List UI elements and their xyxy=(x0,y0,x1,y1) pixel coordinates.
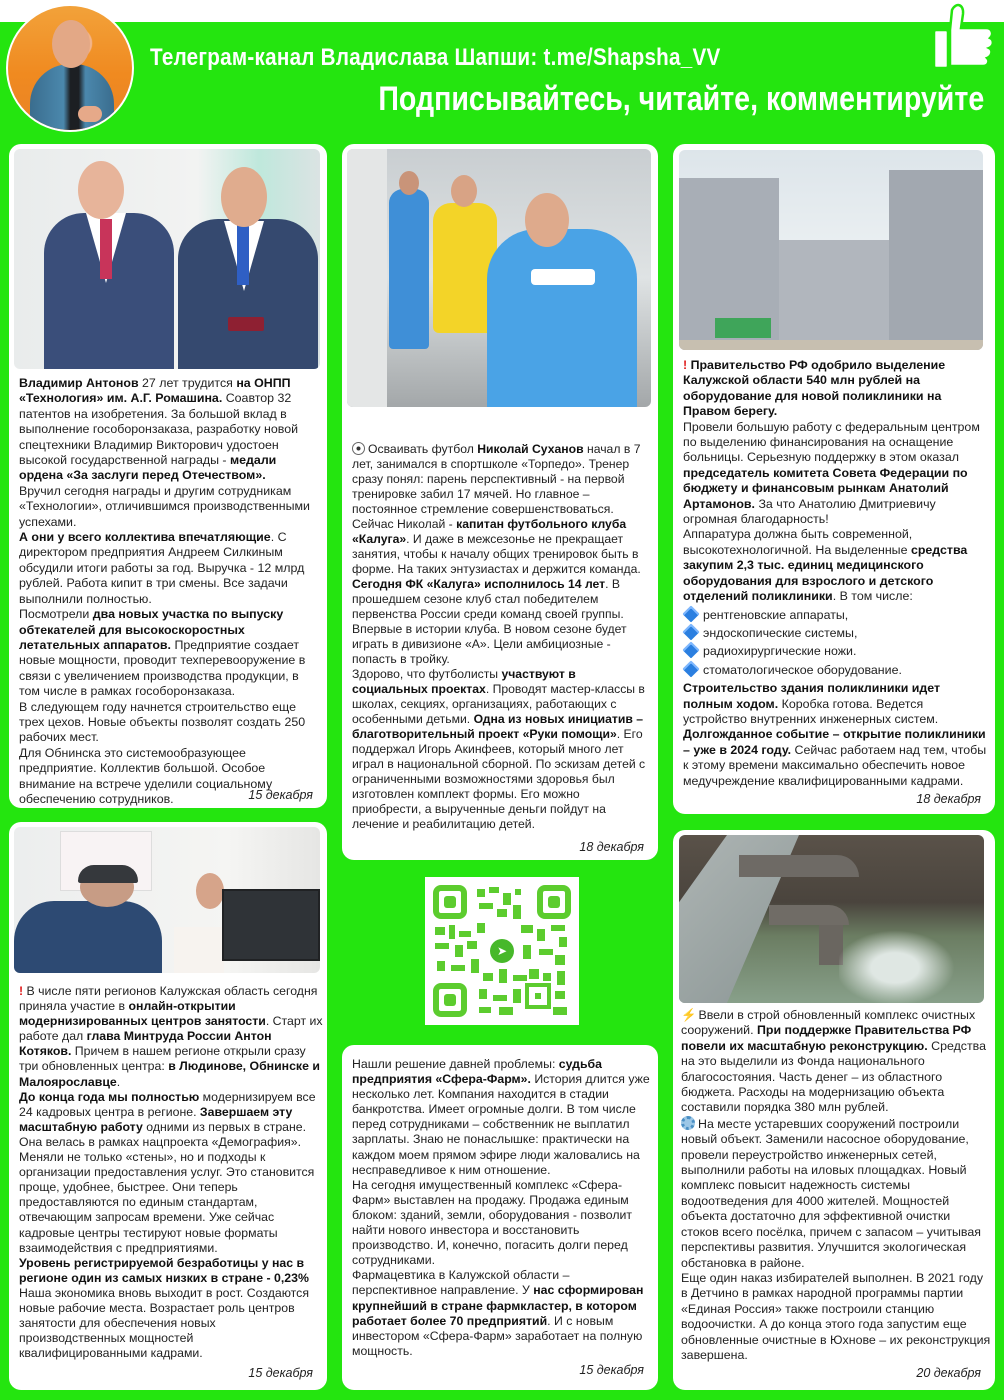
post-date: 18 декабря xyxy=(916,792,981,806)
post-card-technologiya xyxy=(9,144,327,808)
lightning-icon: ⚡ xyxy=(681,1008,697,1022)
avatar-hand xyxy=(78,106,102,122)
post-date: 15 декабря xyxy=(248,1366,313,1380)
post-paragraph: На сегодня имущественный комплекс «Сфера-Фарм» выставлен на продажу. Продажа единым блоком: зданий, земли, оборудования - позволит найти нового инвестора и восстановить производство. И, конечно, погасить долги перед сотрудниками. xyxy=(352,1177,632,1268)
post-paragraph: На месте устаревших сооружений построили новый объект. Заменили насосное оборудование, провели переустройство инженерных сетей, выполнили работы на иловых площадках. Новый комплекс повысит надежность системы водоотведения для 4000 жителей. Мощностей объекта достаточно для эффективной очистки стоков всего посёлка, причем с запасом – учитывая перспективы развития. Улучшится экологическая обстановка в районе. xyxy=(681,1116,981,1270)
football-players-photo xyxy=(347,149,651,407)
post-paragraph: Осваивать футбол Николай Суханов начал в 7 лет, занимался в спортшколе «Торпедо». Тренер сразу понял: парень перспективный - на первой тренировке забил 17 мячей. Но главное – постоянное стремление совершенствоваться. Сейчас Николай - капитан футбольного клуба «Калуга». И даже в межсезонье не прекращает занятия, чтобы к началу общих тренировок быть в форме. На таких энтузиастах и держится команда. xyxy=(352,442,641,576)
post-paragraph: ⚡ Ввели в строй обновленный комплекс очистных сооружений. При поддержке Правительства РФ повели их масштабную реконструкцию. Средства на это выделили из Фонда национального благосостояния. Часть денег – из областного бюджета. Расходы на модернизацию объекта составили порядка 380 млн рублей. xyxy=(681,1008,987,1115)
post-text xyxy=(352,442,652,832)
avatar-jacket xyxy=(30,64,114,132)
post-paragraph: Здорово, что футболисты участвуют в социальных проектах. Проводят мастер-классы в школах, секциях, организациях, работающих с особенными детьми. Одна из новых инициатив – благотворительный проект «Руки помощи». Его поддержал Игорь Акинфеев, который много лет играл в национальной сборной. По эскизам детей с ограниченными возможностями здоровья был изготовлен комплект формы. Его можно приобрести, а вырученные деньги пойдут на лечение и реабилитацию детей. xyxy=(352,667,646,831)
equipment-list-item: рентгеновские аппараты, xyxy=(683,608,989,623)
post-paragraph: Уровень регистрируемой безработицы у нас в регионе один из самых низких в стране - 0,23% Наша экономика вновь выходит в рост. Создаются новые рабочие места. Возрастает роль центров занятости для обеспечения новых производственных мощностей квалифицированными кадрами. xyxy=(19,1255,309,1361)
gear-icon xyxy=(681,1116,695,1130)
post-paragraph: Сегодня ФК «Калуга» исполнилось 14 лет. В прошедшем сезоне клуб стал победителем первенства России среди команд своей группы. Впервые в истории клуба. В новом сезоне будет играть в дивизионе «А». Цели амбициозные - попасть в тройку. xyxy=(352,577,627,666)
qr-grid xyxy=(433,885,571,1017)
post-date: 15 декабря xyxy=(579,1363,644,1377)
post-paragraph: Еще один наказ избирателей выполнен. В 2021 году в Детчино в рамках народной программы партии «Единая Россия» также построили станцию водоочистки. А до конца этого года запустим еще обновленные очистные в Юхнове – их реконструкция завершена. xyxy=(681,1270,991,1362)
thumbs-up-icon xyxy=(928,0,1000,78)
blue-diamond-icon xyxy=(683,623,700,640)
employment-center-photo xyxy=(14,827,320,973)
post-paragraph: Нашли решение давней проблемы: судьба предприятия «Сфера-Фарм». История длится уже несколько лет. Компания находится в стадии банкротства. Имеет огромные долги. В том числе перед сотрудниками – собственник не выплатил зарплаты. Знаю не понаслышке: практически на каждом моем прямом эфире люди жаловались на несправедливое к ним отношение. xyxy=(352,1057,650,1177)
post-paragraph: ! В числе пяти регионов Калужская область сегодня приняла участие в онлайн-открытии модернизированных центров занятости. Старт их работе дал глава Минтруда России Антон Котяков. Причем в нашем регионе открыли сразу три обновленных центра: в Людинове, Обнинске и Малоярославце. xyxy=(19,984,323,1089)
post-paragraph: Вручил сегодня награды и другим сотрудникам «Технологии», отличившимся производственными успехами. xyxy=(19,483,310,529)
post-card-sfera-farm xyxy=(342,1045,658,1390)
post-paragraph: До конца года мы полностью модернизируем все 24 кадровых центра в регионе. Завершаем эту масштабную работу одними из первых в стране. Она велась в рамках нацпроекта «Демография». xyxy=(19,1089,316,1149)
post-date: 18 декабря xyxy=(579,840,644,854)
soccer-ball-icon xyxy=(352,442,365,455)
post-card-employment-centers xyxy=(9,822,327,1390)
post-paragraph: Для Обнинска это системообразующее предприятие. Коллектив большой. Особое внимание на встрече уделили социальному обеспечению сотрудников. xyxy=(19,745,273,806)
two-men-award-photo xyxy=(14,149,320,369)
top-white-strip xyxy=(0,0,1004,22)
equipment-list-item: эндоскопические системы, xyxy=(683,626,989,641)
post-paragraph: Посмотрели два новых участка по выпуску обтекателей для высокоскоростных летательных аппаратов. Предприятие создает новые мощности, проводит техперевооружение в связи с увеличением производства продукции, в том числе в рамках гособоронзаказа. xyxy=(19,607,306,699)
blue-diamond-icon xyxy=(683,660,700,677)
post-paragraph: Аппаратура должна быть современной, высокотехнологичной. На выделенные средства закупим 2,3 тыс. единиц медицинского оборудования для взрослого и детского отделений поликлиники. В том числе: xyxy=(683,527,968,604)
post-text xyxy=(352,1057,652,1359)
post-paragraph: Строительство здания поликлиники идет полным ходом. Коробка готова. Ведется устройство внутренних инженерных систем. Долгожданное событие – открытие поликлиники – уже в 2024 году. Сейчас работаем над тем, чтобы к этому времени максимально обеспечить новое медучреждение квалифицированными кадрами. xyxy=(683,681,987,788)
post-card-polyclinic xyxy=(673,144,995,814)
water-treatment-pipes-photo xyxy=(679,835,984,1003)
exclamation-icon: ! xyxy=(19,984,27,998)
author-avatar xyxy=(6,4,134,132)
post-date: 15 декабря xyxy=(248,788,313,802)
post-paragraph: А они у всего коллектива впечатляющие. С директором предприятия Андреем Силкиным обсудили итоги работы за год. Выручка - 12 млрд рублей. Работа кипит в три смены. Все задачи выполнили полностью. xyxy=(19,530,305,606)
subscribe-call-to-action: Подписывайтесь, читайте, комментируйте xyxy=(378,80,984,118)
avatar-face xyxy=(52,20,90,68)
post-text xyxy=(681,1008,991,1363)
post-paragraph: Провели большую работу с федеральным центром по выделению финансирования на оснащение больницы. Серьезную поддержку в этом оказал председатель комитета Совета Федерации по бюджету и финансовым рынкам Анатолий Артамонов. За что Анатолию Дмитриевичу огромная благодарность! xyxy=(683,419,980,527)
telegram-paper-plane-icon: ➤ xyxy=(490,939,514,963)
post-text xyxy=(19,376,319,807)
post-text xyxy=(19,984,323,1361)
equipment-list-item: стоматологическое оборудование. xyxy=(683,663,989,678)
post-paragraph: Меняли не только «стены», но и подходы к организации предоставления услуг. Это становится проще, удобнее, быстрее. Они теперь предоставляются по единым стандартам, отвечающим запросам времени. Уже сейчас кадровые центры тестируют новые форматы взаимодействия с предприятиями. xyxy=(19,1150,315,1255)
post-card-fc-kaluga xyxy=(342,144,658,860)
post-paragraph: В следующем году начнется строительство еще трех цехов. Новые объекты позволят создать 250 рабочих мест. xyxy=(19,699,306,745)
post-text xyxy=(683,358,989,789)
polyclinic-construction-photo xyxy=(679,150,983,350)
post-paragraph: Владимир Антонов 27 лет трудится на ОНПП «Технология» им. А.Г. Ромашина. Соавтор 32 патентов на изобретения. За большой вклад в выполнение гособоронзаказа, разработку новой спецтехники Владимир Викторович удостоен высокой государственной награды - медали ордена «За заслуги перед Отечеством». xyxy=(19,376,299,483)
equipment-list-item: радиохирургические ножи. xyxy=(683,644,989,659)
blue-diamond-icon xyxy=(683,605,700,622)
post-paragraph: Фармацевтика в Калужской области – перспективное направление. У нас сформирован крупнейший в стране фармкластер, в котором работает более 70 предприятий. И с новым инвестором «Сфера-Фарм» заработает на полную мощность. xyxy=(352,1268,644,1358)
exclamation-icon: ! xyxy=(683,358,691,372)
post-paragraph: ! Правительство РФ одобрило выделение Калужской области 540 млн рублей на оборудование для новой поликлиники на Правом берегу. xyxy=(683,358,946,419)
blue-diamond-icon xyxy=(683,642,700,659)
telegram-qr-code[interactable] xyxy=(425,877,579,1025)
post-date: 20 декабря xyxy=(916,1366,981,1380)
telegram-channel-title[interactable]: Телеграм-канал Владислава Шапши: t.me/Shapsha_VV xyxy=(150,44,721,71)
post-card-treatment-plant xyxy=(673,830,995,1390)
